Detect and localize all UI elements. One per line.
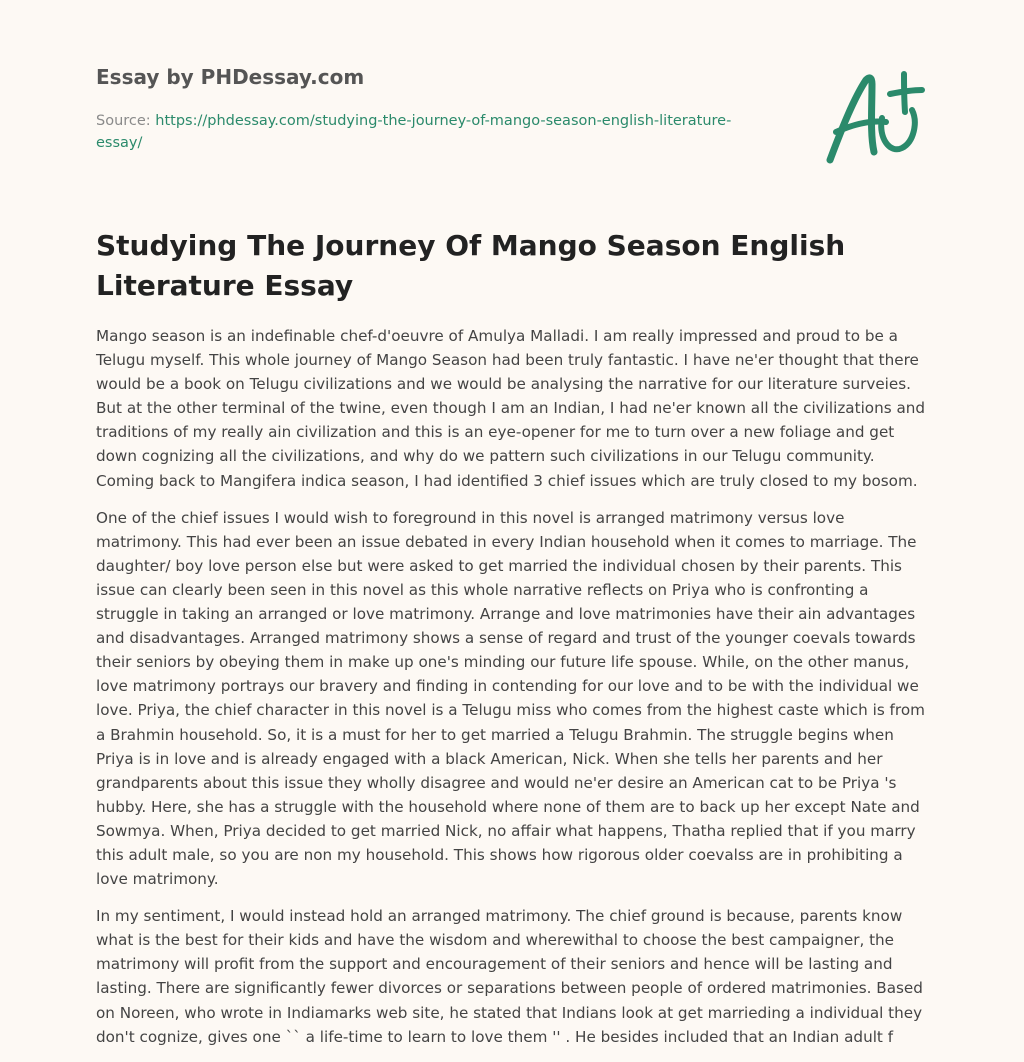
source-label: Source: xyxy=(96,113,151,129)
site-title: Essay by PHDessay.com xyxy=(96,65,365,89)
essay-paragraph: Mango season is an indefinable chef-d'oeuvre of Amulya Malladi. I am really impressed and proud to be a Telugu myself. This whole journey of Mango Season had been truly fantastic. I have ne'er thought that there would be a book on Telugu civilizations and we would be analysing the narrative for our literature surveies. But at the other terminal of the twine, even though I am an Indian, I had ne'er known all the civilizations and traditions of my really ain civilization and this is an eye-opener for me to turn over a new foliage and get down cognizing all the civilizations, and why do we pattern such civilizations in our Telugu community. Coming back to Mangifera indica season, I had identified 3 chief issues which are truly closed to my bosom. xyxy=(96,327,926,490)
a-plus-logo-graphic xyxy=(820,68,930,168)
essay-paragraph: One of the chief issues I would wish to foreground in this novel is arranged matrimony versus love matrimony. This had ever been an issue debated in every Indian household when it comes to marriage. The daughter/ boy love person else but were asked to get married the individual chosen by their parents. This issue can clearly been seen in this novel as this whole narrative reflects on Priya who is confronting a struggle in taking an arranged or love matrimony. Arrange and love matrimonies have their ain advantages and disadvantages. Arranged matrimony shows a sense of regard and trust of the younger coevals towards their seniors by obeying them in make up one's minding our future life spouse. While, on the other manus, love matrimony portrays our bravery and finding in contending for our love and to be with the individual we love. Priya, the chief character in this novel is a Telugu miss who comes from the highest caste which is from a Brahmin household. So, it is a must for her to get married a Telugu Brahmin. The struggle begins when Priya is in love and is already engaged with a black American, Nick. When she tells her parents and her grandparents about this issue they wholly disagree and would ne'er desire an American cat to be Priya 's hubby. Here, she has a struggle with the household where none of them are to back up her except Nate and Sowmya. When, Priya decided to get married Nick, no affair what happens, Thatha replied that if you marry this adult male, so you are non my household. This shows how rigorous older coevalss are in prohibiting a love matrimony. xyxy=(96,508,925,889)
a-plus-logo-icon xyxy=(820,68,930,168)
source-link[interactable]: https://phdessay.com/studying-the-journey-of-mango-season-english-literature-essay/ xyxy=(96,113,732,151)
essay-header xyxy=(96,62,796,154)
essay-title: Studying The Journey Of Mango Season English Literature Essay xyxy=(96,229,846,302)
essay-paragraph: In my sentiment, I would instead hold an arranged matrimony. The chief ground is because, parents know what is the best for their kids and have the wisdom and wherewithal to choose the best campaigner, the matrimony will profit from the support and encouragement of their seniors and hence will be lasting and lasting. There are significantly fewer divorces or separations between people of ordered matrimonies. Based on Noreen, who wrote in Indiamarks web site, he stated that Indians look at get marrieding a individual they don't cognize, gives one `` a life-time to learn to love them '' . He besides included that an Indian adult f xyxy=(96,907,923,1046)
essay-body xyxy=(96,324,930,1062)
source-line xyxy=(96,110,776,154)
